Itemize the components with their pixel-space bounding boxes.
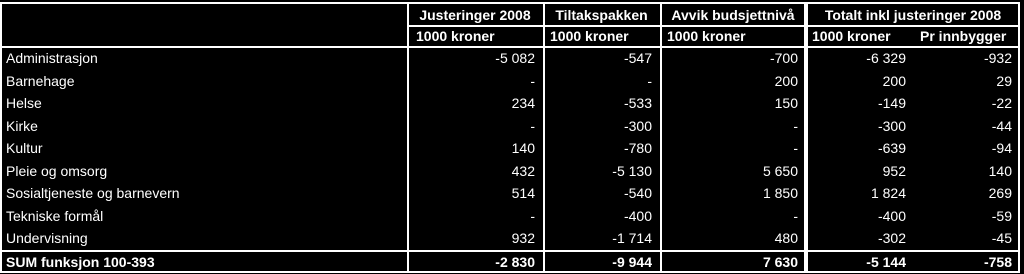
cell-avvik: 150: [774, 95, 798, 111]
header-justeringer: Justeringer 2008: [419, 7, 531, 23]
cell-tot: -6 329: [866, 50, 906, 66]
cell-tilt: -300: [623, 117, 652, 134]
cell-tilt: -5 130: [612, 162, 652, 179]
cell-tilt: -: [647, 72, 652, 89]
cell-just: 432: [511, 162, 535, 179]
row-label: Undervisning: [6, 230, 88, 246]
row-label: Kultur: [6, 140, 43, 156]
sum-top-border: [0, 250, 1020, 252]
table-bottom-border: [0, 271, 1020, 273]
unit-avvik: 1000 kroner: [667, 28, 746, 44]
cell-tot: 952: [882, 162, 906, 179]
row-label: Kirke: [6, 117, 38, 134]
unit-tiltakspakken: 1000 kroner: [550, 28, 629, 44]
cell-tilt: -547: [623, 50, 652, 66]
header-totalt: Totalt inkl justeringer 2008: [824, 7, 1002, 23]
column-divider-1: [407, 2, 409, 273]
right-border: [1018, 2, 1020, 273]
row-label: Administrasjon: [6, 50, 98, 66]
sum-per: -758: [983, 253, 1012, 270]
cell-just: 234: [511, 95, 535, 111]
cell-tot: -639: [877, 140, 906, 156]
cell-per: -22: [991, 95, 1012, 111]
cell-tot: -149: [877, 95, 906, 111]
cell-just: 932: [511, 230, 535, 246]
row-label: Pleie og omsorg: [6, 162, 108, 179]
cell-just: -: [530, 117, 535, 134]
cell-just: 140: [511, 140, 535, 156]
column-divider-4: [806, 2, 808, 273]
cell-tilt: -780: [623, 140, 652, 156]
cell-per: 140: [988, 162, 1012, 179]
unit-justeringer: 1000 kroner: [416, 28, 495, 44]
sum-tot: -5 144: [866, 253, 906, 270]
unit-per-innbygger: Pr innbygger: [920, 28, 1007, 44]
cell-per: -44: [991, 117, 1012, 134]
cell-avvik: -: [793, 140, 798, 156]
cell-per: -94: [991, 140, 1012, 156]
cell-avvik: 5 650: [762, 162, 798, 179]
cell-just: -: [530, 72, 535, 89]
cell-just: -: [530, 207, 535, 224]
header-avvik-budsjettniva: Avvik budsjettnivå: [671, 7, 795, 23]
sum-tilt: -9 944: [612, 253, 652, 270]
unit-totalt: 1000 kroner: [812, 28, 891, 44]
cell-avvik: 1 850: [762, 185, 798, 201]
cell-tilt: -533: [623, 95, 652, 111]
cell-tot: -300: [877, 117, 906, 134]
cell-per: -59: [991, 207, 1012, 224]
cell-just: -5 082: [495, 50, 535, 66]
sum-label: SUM funksjon 100-393: [6, 253, 155, 270]
column-divider-2: [543, 2, 545, 273]
left-border: [0, 2, 2, 273]
cell-avvik: 200: [774, 72, 798, 89]
cell-tot: -400: [877, 207, 906, 224]
cell-just: 514: [511, 185, 535, 201]
cell-avvik: 480: [774, 230, 798, 246]
cell-tot: 1 824: [870, 185, 906, 201]
header-bottom-border: [0, 46, 1020, 48]
cell-per: 269: [988, 185, 1012, 201]
sum-avvik: 7 630: [762, 253, 798, 270]
row-label: Tekniske formål: [6, 207, 104, 224]
cell-tilt: -1 714: [612, 230, 652, 246]
cell-avvik: -: [793, 207, 798, 224]
avvik-right-border: [804, 2, 806, 273]
cell-avvik: -: [793, 117, 798, 134]
sum-just: -2 830: [495, 253, 535, 270]
cell-tot: 200: [882, 72, 906, 89]
row-label: Sosialtjeneste og barnevern: [6, 185, 180, 201]
table-top-border: [0, 2, 1020, 4]
cell-tilt: -540: [623, 185, 652, 201]
cell-per: -45: [991, 230, 1012, 246]
cell-avvik: -700: [769, 50, 798, 66]
cell-per: 29: [996, 72, 1012, 89]
row-label: Barnehage: [6, 72, 75, 89]
avvik-left-border: [660, 2, 662, 273]
row-label: Helse: [6, 95, 42, 111]
header-divider: [407, 25, 1020, 27]
header-tiltakspakken: Tiltakspakken: [555, 7, 648, 23]
cell-tot: -302: [877, 230, 906, 246]
cell-tilt: -400: [623, 207, 652, 224]
cell-per: -932: [983, 50, 1012, 66]
